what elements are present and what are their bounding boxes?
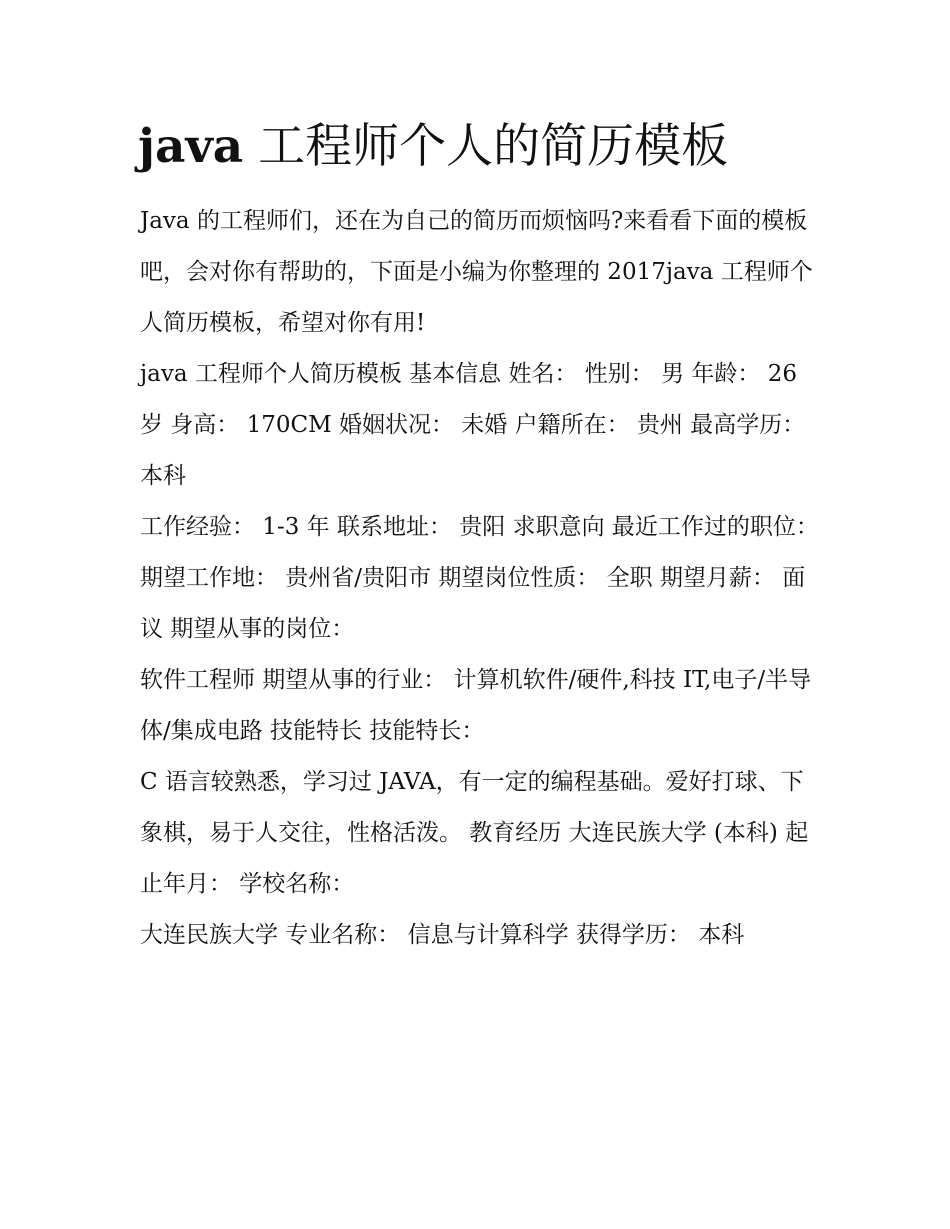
paragraph-work-experience: 工作经验： 1-3 年 联系地址： 贵阳 求职意向 最近工作过的职位： 期望工作地： 贵州省/贵阳市 期望岗位性质： 全职 期望月薪： 面议 期望从事的岗位： <box>140 514 819 642</box>
document-title <box>138 112 838 182</box>
paragraph-intro: Java 的工程师们，还在为自己的简历而烦恼吗?来看看下面的模板吧，会对你有帮助的，下面是小编为你整理的 2017java 工程师个人简历模板，希望对你有用! <box>140 208 813 336</box>
paragraph-basic-info: java 工程师个人简历模板 基本信息 姓名： 性别： 男 年龄： 26 岁 身高： 170CM 婚姻状况： 未婚 户籍所在： 贵州 最高学历： 本科 <box>140 361 806 489</box>
document-title-latin: java <box>138 119 244 174</box>
paragraph-education: 大连民族大学 专业名称： 信息与计算科学 获得学历： 本科 <box>140 922 745 948</box>
document-title-rest: 工程师个人的简历模板 <box>243 119 729 174</box>
paragraph-skills: C 语言较熟悉，学习过 JAVA，有一定的编程基础。爱好打球、下象棋，易于人交往，性格活泼。 教育经历 大连民族大学 (本科) 起止年月： 学校名称： <box>140 769 809 897</box>
document-body <box>140 196 820 961</box>
paragraph-industry: 软件工程师 期望从事的行业： 计算机软件/硬件,科技 IT,电子/半导体/集成电路 技能特长 技能特长： <box>140 667 812 744</box>
